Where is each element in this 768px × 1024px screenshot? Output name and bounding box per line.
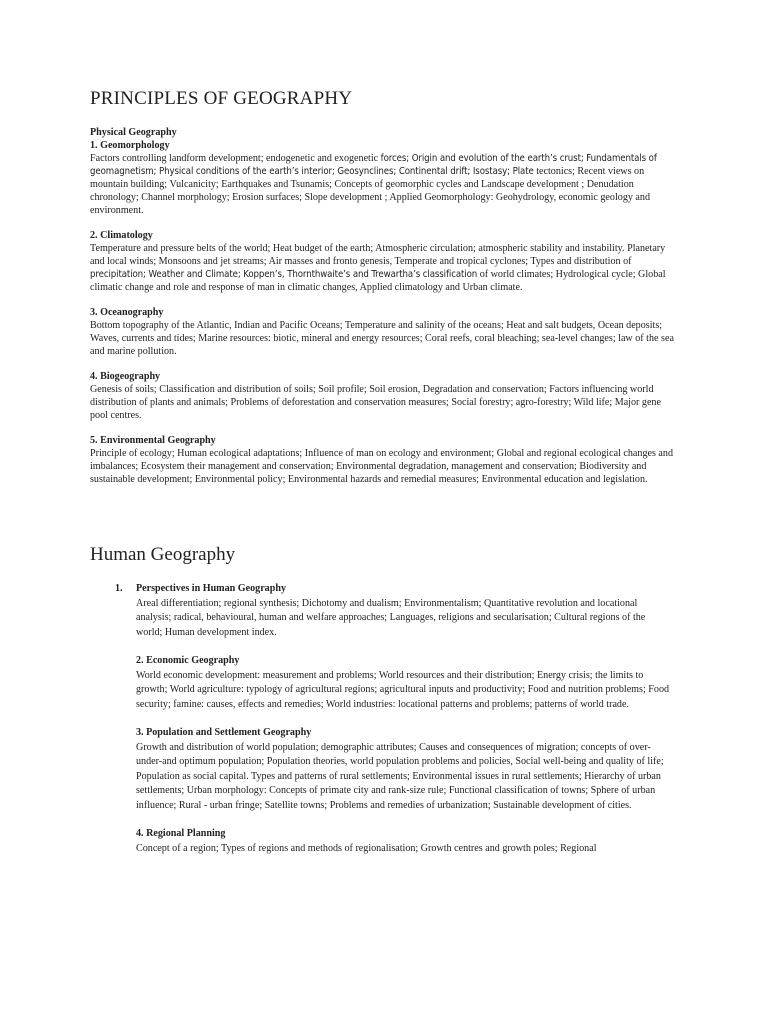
population-settlement-paragraph: [136, 726, 674, 813]
oceanography-text: Bottom topography of the Atlantic, Indian and Pacific Oceans; Temperature and salinity of the oceans; Heat and salt budgets, Ocean deposits; Waves, currents and tides; Marine resources: biotic, mineral and energy resources; Coral reefs, coral bleaching; sea-level changes; law of the sea and marine pollution.: [90, 320, 674, 357]
heading-population-settlement: 3. Population and Settlement Geography: [136, 727, 312, 738]
population-settlement-text: Growth and distribution of world population; demographic attributes; Causes and consequences of migration; concepts of over-under-and optimum population; Population theories, world population problems and policies, Social well-being and quality of life; Population as social capital. Types and patterns of rural settlements; Environmental issues in rural settlements; Hierarchy of urban settlements; Urban morphology: Concepts of primate city and rank-size rule; Functional classification of towns; Sphere of urban influence; Rural - urban fringe; Satellite towns; Problems and remedies of urbanization; Sustainable development of cities.: [136, 741, 664, 811]
oceanography-paragraph: [90, 306, 680, 358]
list-number: 1.: [115, 583, 123, 594]
regional-planning-paragraph: [136, 827, 674, 856]
heading-biogeography: 4. Biogeography: [90, 371, 161, 382]
heading-perspectives: Perspectives in Human Geography: [136, 583, 286, 594]
climatology-text-b: precipitation; Weather and Climate; Koppen’s, Thornthwaite’s and Trewartha’s classification: [90, 269, 478, 280]
page-title: PRINCIPLES OF GEOGRAPHY: [90, 88, 353, 109]
physical-geography-section: [90, 126, 680, 498]
section-title-physical: Physical Geography: [90, 127, 177, 138]
regional-planning-text: Concept of a region; Types of regions and methods of regionalisation; Growth centres and growth poles; Regional: [136, 842, 597, 854]
environmental-geography-text: Principle of ecology; Human ecological adaptations; Influence of man on ecology and environment; Global and regional ecological changes and imbalances; Ecosystem their management and conservation; Environmental degradation, management and conservation; Biodiversity and sustainable development; Environmental policy; Environmental hazards and remedial measures; Environmental education and legislation.: [90, 448, 673, 485]
heading-economic-geography: 2. Economic Geography: [136, 655, 240, 666]
economic-geography-text: World economic development: measurement and problems; World resources and their distribution; Energy crisis; the limits to growth; World agriculture: typology of agricultural regions; agricultural inputs and productivity; Food and nutrition problems; Food security; famine: causes, effects and remedies; World industries: locational patterns and problems; patterns of world trade.: [136, 669, 670, 710]
economic-geography-paragraph: [136, 654, 674, 712]
biogeography-text: Genesis of soils; Classification and distribution of soils; Soil profile; Soil erosion, Degradation and conservation; Factors influencing world distribution of plants and animals; Problems of deforestation and conservation measures; Social forestry; agro-forestry; Wild life; Major gene pool centres.: [90, 384, 661, 421]
heading-climatology: 2. Climatology: [90, 230, 153, 241]
perspectives-paragraph: [115, 582, 674, 640]
climatology-text-c: of world climates; Hydrological cycle; Global climatic change and role and response of man in climatic changes, Applied climatology and Urban climate.: [90, 269, 666, 293]
heading-oceanography: 3. Oceanography: [90, 307, 164, 318]
geomorphology-text-b: forces; Origin and evolution of the earth’s crust; Fundamentals of geomagnetism; Physical conditions of the earth’s interior; Geosynclines; Continental drift; Isostasy; Plate: [90, 153, 657, 177]
geomorphology-text-a: Factors controlling landform development; endogenetic and exogenetic: [90, 153, 381, 164]
environmental-geography-paragraph: [90, 434, 680, 486]
climatology-paragraph: [90, 229, 680, 294]
perspectives-text: Areal differentiation; regional synthesis; Dichotomy and dualism; Environmentalism; Quantitative revolution and locational analysis; radical, behavioural, human and welfare approaches; Languages, religions and secularisation; Cultural regions of the world; Human development index.: [136, 597, 646, 638]
heading-regional-planning: 4. Regional Planning: [136, 828, 226, 839]
heading-geomorphology: 1. Geomorphology: [90, 140, 170, 151]
geomorphology-text-c: tectonics; Recent views on mountain building; Vulcanicity; Earthquakes and Tsunamis; Concepts of geomorphic cycles and Landscape development ; Denudation chronology; Channel morphology; Erosion surfaces; Slope development ; Applied Geomorphology: Geohydrology, economic geology and environment.: [90, 166, 651, 216]
heading-environmental-geography: 5. Environmental Geography: [90, 435, 216, 446]
biogeography-paragraph: [90, 370, 680, 422]
climatology-text-a: Temperature and pressure belts of the world; Heat budget of the earth; Atmospheric circulation; atmospheric stability and instability. Planetary and local winds; Monsoons and jet streams; Air masses and fronto genesis, Temperate and tropical cyclones; Types and distribution of: [90, 243, 666, 267]
geomorphology-paragraph: [90, 126, 680, 217]
section-title-human: Human Geography: [90, 544, 236, 565]
human-geography-section: [115, 582, 674, 870]
